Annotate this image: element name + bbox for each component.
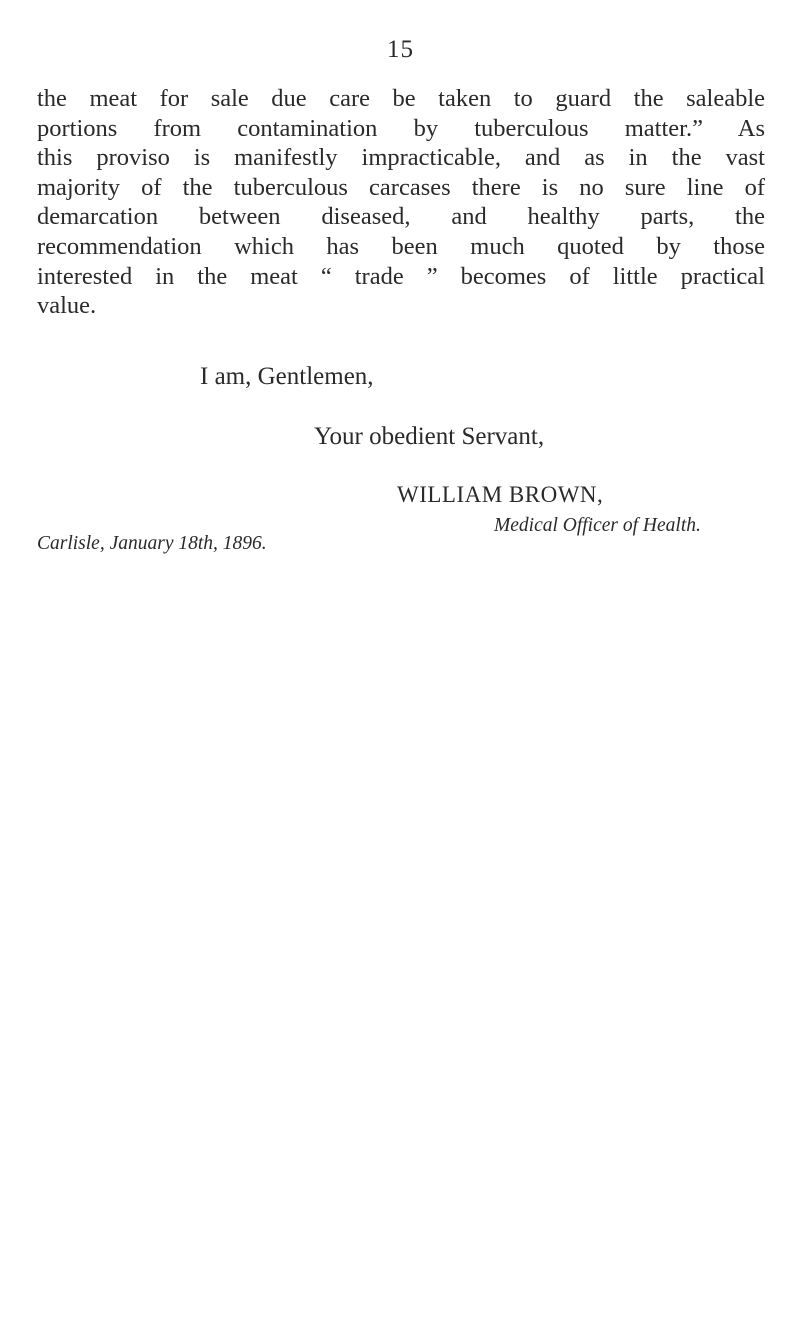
salutation: I am, Gentlemen,: [200, 363, 374, 390]
body-line-8: value.: [37, 292, 97, 320]
body-line-5: demarcation between diseased, and healthy parts, the: [37, 203, 765, 231]
body-line-6: recommendation which has been much quoted by those: [37, 232, 765, 260]
signature-name: WILLIAM BROWN,: [397, 482, 604, 507]
signature-title: Medical Officer of Health.: [494, 515, 701, 536]
complimentary-close: Your obedient Servant,: [314, 423, 545, 450]
body-line-2: portions from contamination by tuberculous matter.” As: [37, 114, 765, 142]
body-line-7: interested in the meat “ trade ” becomes of little practical: [37, 262, 765, 290]
body-line-3: this proviso is manifestly impracticable, and as in the vast: [37, 144, 765, 172]
place-date: Carlisle, January 18th, 1896.: [37, 533, 267, 554]
body-line-1: the meat for sale due care be taken to guard the saleable: [37, 85, 765, 112]
body-paragraph: [37, 84, 765, 321]
body-line-4: majority of the tuberculous carcases there is no sure line of: [37, 173, 765, 201]
page-number: 15: [387, 36, 414, 63]
